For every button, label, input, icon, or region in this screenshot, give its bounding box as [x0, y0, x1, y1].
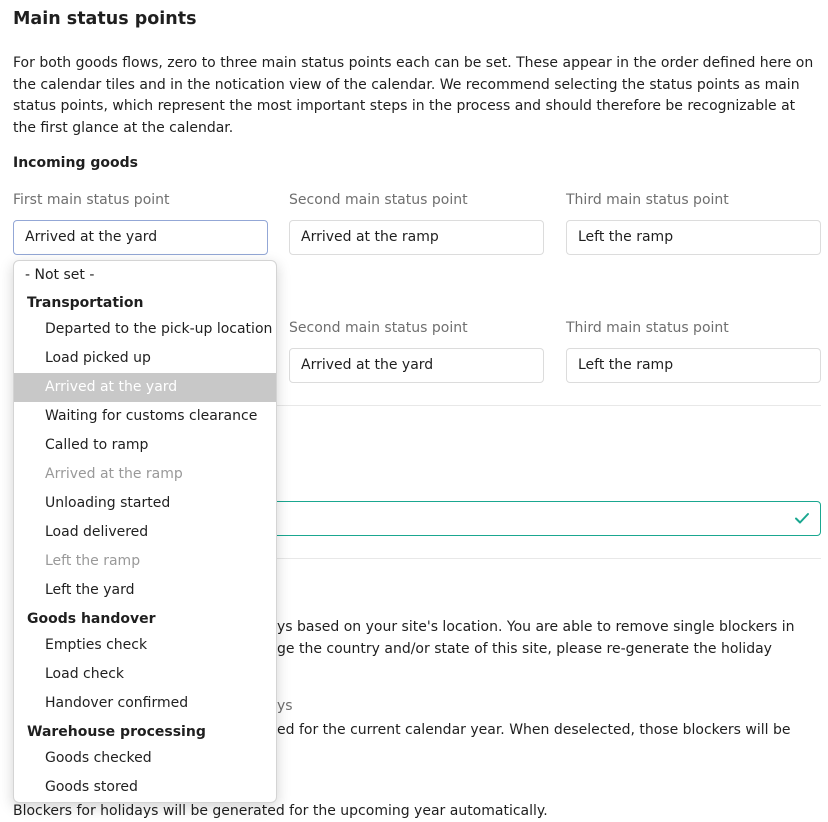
second-status-label: Second main status point	[289, 192, 468, 208]
option-arrived-at-yard[interactable]: Arrived at the yard	[14, 373, 276, 402]
status-dropdown-list[interactable]	[13, 260, 277, 803]
option-load-picked-up[interactable]: Load picked up	[45, 350, 151, 366]
option-handover-confirmed[interactable]: Handover confirmed	[45, 695, 189, 711]
intro-text: For both goods flows, zero to three main status points each can be set. These appear in the order defined here on the calendar tiles and in the notication view of the calendar. We recommend selecting the status points as main status points, which represent the most important steps in the process and should therefore be recognizable at the first glance at the calendar.	[13, 55, 814, 136]
third-status-select[interactable]: Left the ramp	[566, 220, 821, 255]
option-goods-checked[interactable]: Goods checked	[45, 750, 152, 766]
second-status-select[interactable]: Arrived at the ramp	[289, 220, 544, 255]
checkmark-icon	[794, 510, 810, 526]
holiday-text-line-1: ys based on your site's location. You are able to remove single blockers in	[277, 619, 795, 635]
option-empties-check[interactable]: Empties check	[45, 637, 148, 653]
group-warehouse-processing: Warehouse processing	[27, 724, 206, 740]
outgoing-third-status-label: Third main status point	[566, 320, 729, 336]
section-title-incoming: Incoming goods	[13, 155, 138, 171]
option-arrived-at-ramp: Arrived at the ramp	[45, 466, 183, 482]
outgoing-third-status-select[interactable]: Left the ramp	[566, 348, 821, 383]
first-status-select[interactable]: Arrived at the yard	[13, 220, 268, 255]
option-waiting-customs[interactable]: Waiting for customs clearance	[45, 408, 258, 424]
holiday-text-line-3: ys	[277, 698, 293, 714]
page-title: Main status points	[13, 9, 197, 29]
third-status-label: Third main status point	[566, 192, 729, 208]
group-goods-handover: Goods handover	[27, 611, 156, 627]
option-not-set[interactable]: - Not set -	[25, 267, 95, 283]
option-goods-stored[interactable]: Goods stored	[45, 779, 138, 795]
option-load-check[interactable]: Load check	[45, 666, 125, 682]
group-transportation: Transportation	[27, 295, 144, 311]
holiday-footer-text: Blockers for holidays will be generated for the upcoming year automatically.	[13, 803, 548, 819]
holiday-text-line-4: ed for the current calendar year. When deselected, those blockers will be	[277, 722, 791, 738]
option-departed-to-pickup[interactable]: Departed to the pick-up location	[45, 321, 273, 337]
outgoing-second-status-label: Second main status point	[289, 320, 468, 336]
first-status-label: First main status point	[13, 192, 170, 208]
outgoing-second-status-select[interactable]: Arrived at the yard	[289, 348, 544, 383]
option-called-to-ramp[interactable]: Called to ramp	[45, 437, 149, 453]
holiday-text-line-2: ge the country and/or state of this site, please re-generate the holiday	[277, 641, 772, 657]
option-load-delivered[interactable]: Load delivered	[45, 524, 149, 540]
option-unloading-started[interactable]: Unloading started	[45, 495, 171, 511]
option-left-the-ramp: Left the ramp	[45, 553, 141, 569]
option-left-the-yard[interactable]: Left the yard	[45, 582, 135, 598]
